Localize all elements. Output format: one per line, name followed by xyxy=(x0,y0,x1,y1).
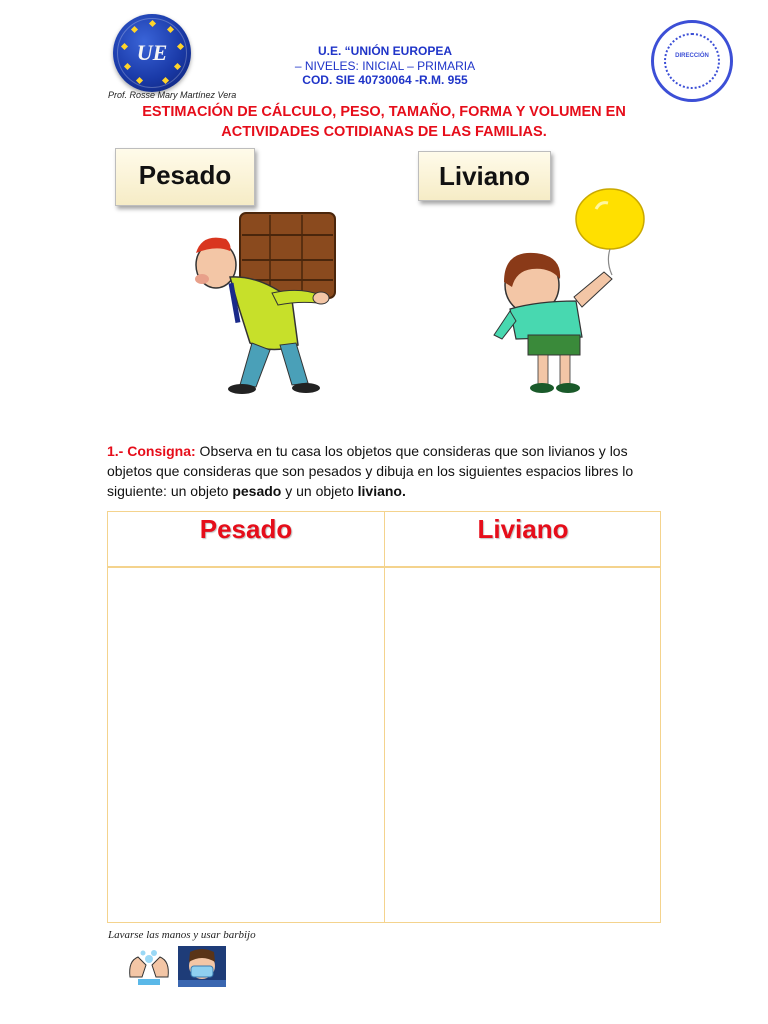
table-header-light: Liviano xyxy=(477,514,569,544)
drawing-area-light[interactable] xyxy=(385,568,661,922)
face-mask-icon xyxy=(178,946,226,987)
boy-with-balloon-illustration xyxy=(486,187,646,395)
title-line-1: ESTIMACIÓN DE CÁLCULO, PESO, TAMAÑO, FORMA Y VOLUMEN EN xyxy=(142,104,626,120)
instruction-part-1: Observa en tu casa los objetos que consideras que son livianos y los objetos que consideras que son pesados y dibuja en los siguientes espacios libres lo siguiente: un objeto xyxy=(107,443,634,499)
page-title xyxy=(110,102,658,142)
instruction-number: 1.- Consigna: xyxy=(107,443,196,459)
handwashing-icon xyxy=(124,947,174,987)
instruction-bold-light: liviano. xyxy=(357,483,406,499)
table-header-heavy: Pesado xyxy=(199,514,293,544)
school-name: U.E. “UNIÓN EUROPEA xyxy=(317,44,452,58)
instruction-text xyxy=(107,441,667,501)
label-light: Liviano xyxy=(418,151,551,201)
label-heavy: Pesado xyxy=(115,148,255,206)
school-levels: – NIVELES: INICIAL – PRIMARIA xyxy=(294,58,476,73)
man-carrying-box-illustration xyxy=(180,205,345,400)
school-info xyxy=(280,44,490,88)
hygiene-note: Lavarse las manos y usar barbijo xyxy=(108,929,256,941)
school-seal xyxy=(651,20,733,102)
seal-text: DIRECCIÓN xyxy=(675,53,709,59)
title-line-2: ACTIVIDADES COTIDIANAS DE LAS FAMILIAS. xyxy=(221,124,547,140)
teacher-name: Prof. Rosse Mary Martínez Vera xyxy=(108,90,237,100)
instruction-part-2: y un objeto xyxy=(281,483,358,499)
school-code: COD. SIE 40730064 -R.M. 955 xyxy=(302,73,468,87)
drawing-table xyxy=(107,511,661,923)
logo-text: UE xyxy=(136,40,168,65)
drawing-area-heavy[interactable] xyxy=(108,568,384,922)
school-logo xyxy=(113,14,191,92)
instruction-bold-heavy: pesado xyxy=(232,483,282,499)
